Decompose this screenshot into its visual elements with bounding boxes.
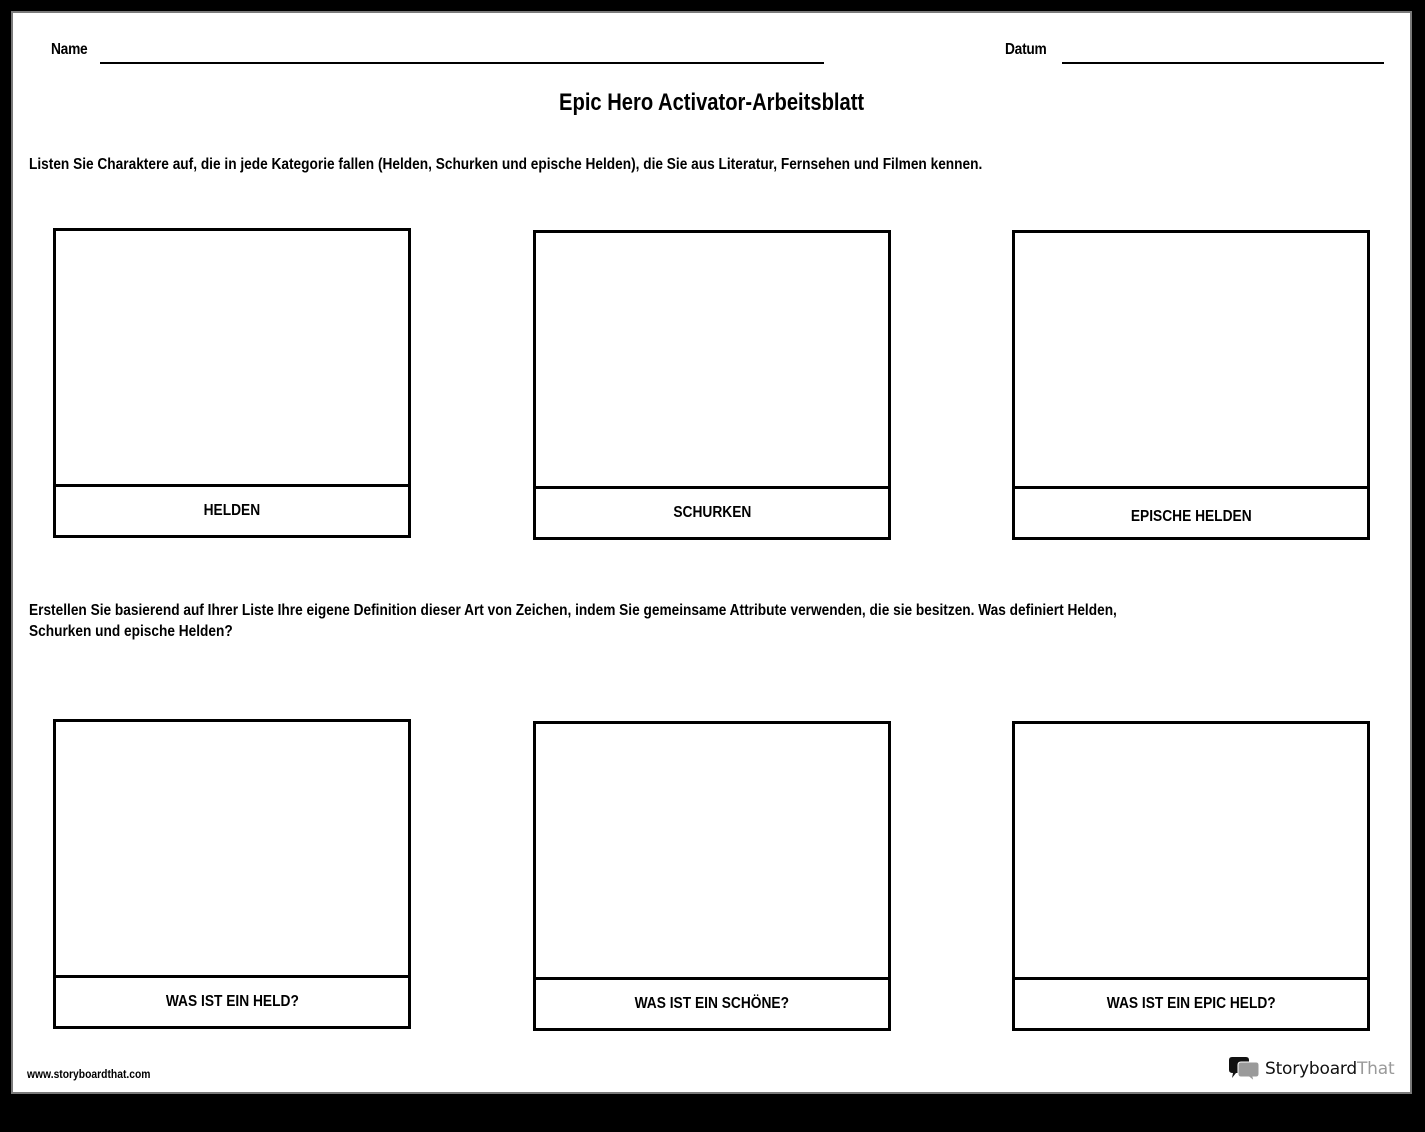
box-epic-heroes[interactable] [1012,230,1370,540]
box-label-what-is-hero: WAS IST EIN HELD? [165,993,299,1010]
name-input-line[interactable] [100,62,824,64]
box-villains[interactable] [533,230,891,540]
box-heroes[interactable] [53,228,411,538]
box-writing-area[interactable] [56,231,408,487]
instruction-line-2: Schurken und epische Helden? [29,623,233,640]
box-writing-area[interactable] [1015,233,1367,489]
box-label-heroes: HELDEN [203,502,261,519]
instruction-line-1: Erstellen Sie basierend auf Ihrer Liste Ihre eigene Definition dieser Art von Zeichen, indem Sie gemeinsame Attribute verwenden, die sie besitzen. Was definiert Helden, [29,602,1117,619]
name-label: Name [51,41,88,58]
box-what-is-villain[interactable] [533,721,891,1031]
box-what-is-hero[interactable] [53,719,411,1029]
instruction-list-characters: Listen Sie Charaktere auf, die in jede Kategorie fallen (Helden, Schurken und epische Helden), die Sie aus Literatur, Fernsehen und Filmen kennen. [29,156,983,173]
box-label-what-is-epic-hero: WAS IST EIN EPIC HELD? [1106,995,1276,1012]
page-title [13,89,1410,117]
box-writing-area[interactable] [536,233,888,489]
date-label: Datum [1005,41,1047,58]
box-label-what-is-villain: WAS IST EIN SCHÖNE? [634,995,790,1012]
box-writing-area[interactable] [1015,724,1367,980]
instruction-define-characters [29,600,1117,642]
box-writing-area[interactable] [56,722,408,978]
footer-website-url[interactable]: www.storyboardthat.com [27,1067,151,1081]
storyboardthat-logo[interactable] [1228,1056,1394,1082]
date-input-line[interactable] [1062,62,1384,64]
box-label-villains: SCHURKEN [673,504,751,521]
box-label-epic-heroes: EPISCHE HELDEN [1130,508,1252,525]
box-writing-area[interactable] [536,724,888,980]
page-title-text: Epic Hero Activator-Arbeitsblatt [558,89,865,116]
worksheet-page [11,11,1412,1094]
logo-wordmark: StoryboardThat [1265,1059,1395,1079]
speech-bubbles-icon [1228,1056,1260,1082]
box-what-is-epic-hero[interactable] [1012,721,1370,1031]
